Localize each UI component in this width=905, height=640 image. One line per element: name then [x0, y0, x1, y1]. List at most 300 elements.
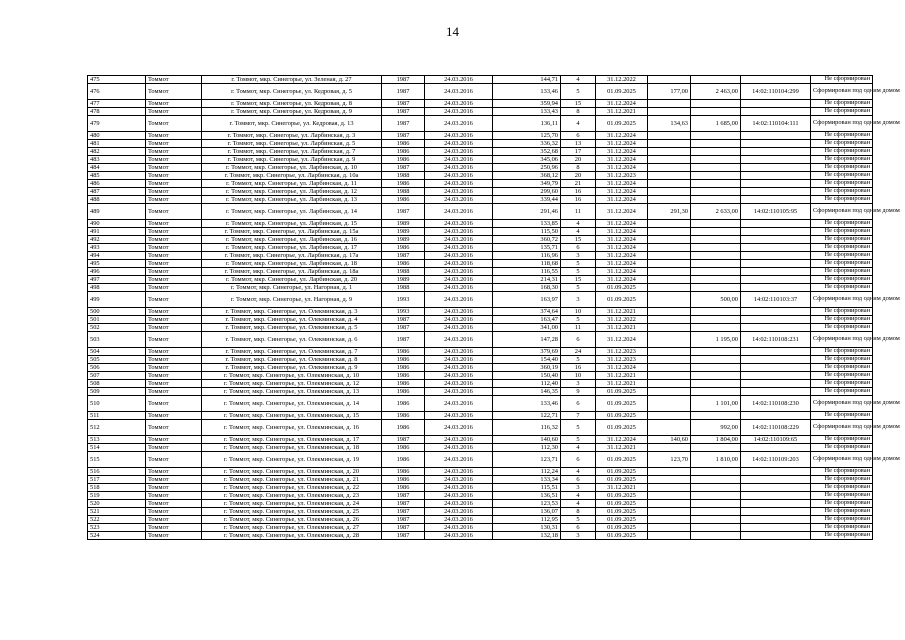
deadline-cell: 01.09.2025: [596, 412, 648, 420]
date-cell: 24.03.2016: [425, 452, 493, 468]
date-cell: 24.03.2016: [425, 188, 493, 196]
status-cell: Не сформирован: [811, 156, 873, 164]
area-cell: 336,32: [493, 140, 561, 148]
count-cell: 6: [561, 332, 596, 348]
date-cell: 24.03.2016: [425, 484, 493, 492]
date-cell: 24.03.2016: [425, 356, 493, 364]
date-cell: 24.03.2016: [425, 252, 493, 260]
year-cell: 1987: [382, 532, 425, 540]
city-cell: Томмот: [146, 148, 202, 156]
table-row: [88, 476, 873, 484]
land-area-cell: [691, 380, 741, 388]
status-cell: Не сформирован: [811, 356, 873, 364]
deadline-cell: 31.12.2021: [596, 444, 648, 452]
area2-cell: [648, 172, 691, 180]
table-row: [88, 220, 873, 228]
deadline-cell: 31.12.2024: [596, 244, 648, 252]
year-cell: 1987: [382, 100, 425, 108]
status-cell: Не сформирован: [811, 492, 873, 500]
row-number: 521: [88, 508, 146, 516]
status-cell: Не сформирован: [811, 220, 873, 228]
land-area-cell: [691, 268, 741, 276]
status-cell: Не сформирован: [811, 348, 873, 356]
land-area-cell: 1 685,00: [691, 116, 741, 132]
cadastral-number-cell: [741, 372, 811, 380]
address-cell: г. Томмот, мкр. Синегорье, ул. Олекминская, д. 15: [202, 412, 382, 420]
city-cell: Томмот: [146, 348, 202, 356]
address-cell: г. Томмот, мкр. Синегорье, ул. Кедровая, д. 8: [202, 100, 382, 108]
cadastral-number-cell: [741, 500, 811, 508]
land-area-cell: [691, 236, 741, 244]
count-cell: 10: [561, 308, 596, 316]
deadline-cell: 31.12.2022: [596, 316, 648, 324]
table-row: [88, 308, 873, 316]
land-area-cell: [691, 412, 741, 420]
deadline-cell: 01.09.2025: [596, 500, 648, 508]
status-cell: Не сформирован: [811, 372, 873, 380]
count-cell: 6: [561, 524, 596, 532]
date-cell: 24.03.2016: [425, 260, 493, 268]
cadastral-number-cell: [741, 380, 811, 388]
date-cell: 24.03.2016: [425, 108, 493, 116]
status-cell: Не сформирован: [811, 500, 873, 508]
address-cell: г. Томмот, мкр. Синегорье, ул. Олекминская, д. 6: [202, 332, 382, 348]
area2-cell: [648, 524, 691, 532]
area-cell: 118,68: [493, 260, 561, 268]
cadastral-number-cell: [741, 388, 811, 396]
row-number: 518: [88, 484, 146, 492]
land-area-cell: [691, 508, 741, 516]
status-cell: Не сформирован: [811, 308, 873, 316]
table-row: [88, 356, 873, 364]
address-cell: г. Томмот, мкр. Синегорье, ул. Ларбинская, д. 16: [202, 236, 382, 244]
area-cell: 140,60: [493, 436, 561, 444]
area-cell: 168,30: [493, 284, 561, 292]
count-cell: 13: [561, 140, 596, 148]
table-row: [88, 380, 873, 388]
table-row: [88, 108, 873, 116]
cadastral-number-cell: [741, 244, 811, 252]
row-number: 505: [88, 356, 146, 364]
land-area-cell: [691, 244, 741, 252]
date-cell: 24.03.2016: [425, 132, 493, 140]
city-cell: Томмот: [146, 164, 202, 172]
deadline-cell: 31.12.2024: [596, 140, 648, 148]
address-cell: г. Томмот, мкр. Синегорье, ул. Олекминская, д. 13: [202, 388, 382, 396]
area2-cell: [648, 252, 691, 260]
land-area-cell: 500,00: [691, 292, 741, 308]
row-number: 516: [88, 468, 146, 476]
row-number: 484: [88, 164, 146, 172]
cadastral-number-cell: [741, 308, 811, 316]
deadline-cell: 31.12.2024: [596, 100, 648, 108]
area2-cell: [648, 308, 691, 316]
table-row: [88, 244, 873, 252]
year-cell: 1986: [382, 468, 425, 476]
row-number: 511: [88, 412, 146, 420]
count-cell: 5: [561, 268, 596, 276]
land-area-cell: [691, 516, 741, 524]
deadline-cell: 31.12.2024: [596, 204, 648, 220]
area2-cell: [648, 140, 691, 148]
row-number: 488: [88, 196, 146, 204]
deadline-cell: 31.12.2024: [596, 196, 648, 204]
row-number: 498: [88, 284, 146, 292]
area2-cell: [648, 180, 691, 188]
row-number: 494: [88, 252, 146, 260]
status-cell: Сформирован под одним домом: [811, 204, 873, 220]
date-cell: 24.03.2016: [425, 492, 493, 500]
cadastral-number-cell: [741, 252, 811, 260]
land-area-cell: [691, 324, 741, 332]
land-area-cell: [691, 276, 741, 284]
status-cell: Не сформирован: [811, 108, 873, 116]
row-number: 495: [88, 260, 146, 268]
table-row: [88, 252, 873, 260]
city-cell: Томмот: [146, 356, 202, 364]
address-cell: г. Томмот, мкр. Синегорье, ул. Олекминская, д. 25: [202, 508, 382, 516]
count-cell: 24: [561, 348, 596, 356]
city-cell: Томмот: [146, 188, 202, 196]
page-number: 14: [446, 24, 459, 39]
address-cell: г. Томмот, мкр. Синегорье, ул. Олекминская, д. 12: [202, 380, 382, 388]
address-cell: г. Томмот, мкр. Синегорье, ул. Ларбинская, д. 5: [202, 140, 382, 148]
land-area-cell: 2 463,00: [691, 84, 741, 100]
count-cell: 7: [561, 412, 596, 420]
deadline-cell: 01.09.2025: [596, 84, 648, 100]
status-cell: Не сформирован: [811, 188, 873, 196]
area2-cell: [648, 356, 691, 364]
row-number: 514: [88, 444, 146, 452]
land-area-cell: [691, 180, 741, 188]
area2-cell: 177,00: [648, 84, 691, 100]
date-cell: 24.03.2016: [425, 308, 493, 316]
cadastral-number-cell: 14:02:110109:65: [741, 436, 811, 444]
address-cell: г. Томмот, мкр. Синегорье, ул. Олекминская, д. 28: [202, 532, 382, 540]
city-cell: Томмот: [146, 260, 202, 268]
table-row: [88, 420, 873, 436]
year-cell: 1987: [382, 500, 425, 508]
year-cell: 1987: [382, 332, 425, 348]
area-cell: 112,30: [493, 444, 561, 452]
address-cell: г. Томмот, мкр. Синегорье, ул. Ларбинская, д. 7: [202, 148, 382, 156]
area-cell: 146,35: [493, 388, 561, 396]
date-cell: 24.03.2016: [425, 396, 493, 412]
cadastral-number-cell: [741, 348, 811, 356]
status-cell: Не сформирован: [811, 164, 873, 172]
cadastral-number-cell: 14:02:110109:203: [741, 452, 811, 468]
table-row: [88, 516, 873, 524]
row-number: 478: [88, 108, 146, 116]
date-cell: 24.03.2016: [425, 236, 493, 244]
area-cell: 133,85: [493, 220, 561, 228]
table-row: [88, 132, 873, 140]
area2-cell: [648, 396, 691, 412]
area-cell: 136,07: [493, 508, 561, 516]
count-cell: 11: [561, 324, 596, 332]
table-row: [88, 532, 873, 540]
deadline-cell: 31.12.2021: [596, 108, 648, 116]
table-row: [88, 524, 873, 532]
row-number: 483: [88, 156, 146, 164]
area-cell: 133,46: [493, 84, 561, 100]
table-body: [88, 75, 900, 540]
city-cell: Томмот: [146, 324, 202, 332]
date-cell: 24.03.2016: [425, 284, 493, 292]
row-number: 475: [88, 76, 146, 84]
cadastral-number-cell: [741, 260, 811, 268]
land-area-cell: [691, 196, 741, 204]
area2-cell: [648, 148, 691, 156]
year-cell: 1987: [382, 492, 425, 500]
cadastral-number-cell: [741, 492, 811, 500]
date-cell: 24.03.2016: [425, 420, 493, 436]
land-area-cell: [691, 228, 741, 236]
city-cell: Томмот: [146, 156, 202, 164]
housing-register-table: [87, 75, 900, 540]
count-cell: 20: [561, 156, 596, 164]
area2-cell: 134,63: [648, 116, 691, 132]
area-cell: 122,71: [493, 412, 561, 420]
deadline-cell: 31.12.2021: [596, 484, 648, 492]
status-cell: Не сформирован: [811, 468, 873, 476]
count-cell: 4: [561, 220, 596, 228]
area2-cell: 291,30: [648, 204, 691, 220]
city-cell: Томмот: [146, 476, 202, 484]
year-cell: 1987: [382, 316, 425, 324]
date-cell: 24.03.2016: [425, 380, 493, 388]
cadastral-number-cell: [741, 508, 811, 516]
area2-cell: [648, 420, 691, 436]
address-cell: г. Томмот, мкр. Синегорье, ул. Кедровая, д. 9: [202, 108, 382, 116]
year-cell: 1987: [382, 508, 425, 516]
area2-cell: [648, 332, 691, 348]
status-cell: Не сформирован: [811, 276, 873, 284]
date-cell: 24.03.2016: [425, 516, 493, 524]
deadline-cell: 31.12.2024: [596, 332, 648, 348]
area-cell: 299,60: [493, 188, 561, 196]
year-cell: 1988: [382, 268, 425, 276]
area2-cell: [648, 284, 691, 292]
address-cell: г. Томмот, мкр. Синегорье, ул. Кедровая, д. 5: [202, 84, 382, 100]
land-area-cell: [691, 444, 741, 452]
area2-cell: [648, 348, 691, 356]
area-cell: 352,68: [493, 148, 561, 156]
row-number: 496: [88, 268, 146, 276]
year-cell: 1988: [382, 284, 425, 292]
area2-cell: [648, 380, 691, 388]
table-row: [88, 412, 873, 420]
status-cell: Не сформирован: [811, 508, 873, 516]
row-number: 519: [88, 492, 146, 500]
count-cell: 3: [561, 252, 596, 260]
cadastral-number-cell: [741, 180, 811, 188]
date-cell: 24.03.2016: [425, 372, 493, 380]
year-cell: 1993: [382, 308, 425, 316]
year-cell: 1986: [382, 156, 425, 164]
cadastral-number-cell: [741, 188, 811, 196]
table-row: [88, 84, 873, 100]
area-cell: 368,12: [493, 172, 561, 180]
address-cell: г. Томмот, мкр. Синегорье, ул. Ларбинская, д. 9: [202, 156, 382, 164]
year-cell: 1988: [382, 188, 425, 196]
table-row: [88, 484, 873, 492]
land-area-cell: [691, 468, 741, 476]
year-cell: 1986: [382, 420, 425, 436]
count-cell: 16: [561, 364, 596, 372]
address-cell: г. Томмот, мкр. Синегорье, ул. Олекминская, д. 22: [202, 484, 382, 492]
row-number: 512: [88, 420, 146, 436]
deadline-cell: 31.12.2023: [596, 348, 648, 356]
status-cell: Не сформирован: [811, 364, 873, 372]
address-cell: г. Томмот, мкр. Синегорье, ул. Ларбинская, д. 17: [202, 244, 382, 252]
land-area-cell: [691, 476, 741, 484]
date-cell: 24.03.2016: [425, 412, 493, 420]
deadline-cell: 31.12.2024: [596, 276, 648, 284]
row-number: 480: [88, 132, 146, 140]
area2-cell: [648, 444, 691, 452]
year-cell: 1986: [382, 380, 425, 388]
date-cell: 24.03.2016: [425, 500, 493, 508]
count-cell: 5: [561, 420, 596, 436]
table-row: [88, 276, 873, 284]
area2-cell: [648, 244, 691, 252]
land-area-cell: 1 810,00: [691, 452, 741, 468]
row-number: 502: [88, 324, 146, 332]
status-cell: Сформирован под одним домом: [811, 452, 873, 468]
cadastral-number-cell: [741, 516, 811, 524]
table-row: [88, 196, 873, 204]
deadline-cell: 01.09.2025: [596, 116, 648, 132]
date-cell: 24.03.2016: [425, 116, 493, 132]
city-cell: Томмот: [146, 524, 202, 532]
count-cell: 8: [561, 108, 596, 116]
date-cell: 24.03.2016: [425, 276, 493, 284]
area2-cell: [648, 372, 691, 380]
area-cell: 154,40: [493, 356, 561, 364]
count-cell: 5: [561, 316, 596, 324]
count-cell: 5: [561, 516, 596, 524]
deadline-cell: 01.09.2025: [596, 532, 648, 540]
status-cell: Не сформирован: [811, 236, 873, 244]
cadastral-number-cell: [741, 324, 811, 332]
count-cell: 5: [561, 356, 596, 364]
deadline-cell: 31.12.2023: [596, 172, 648, 180]
row-number: 523: [88, 524, 146, 532]
address-cell: г. Томмот, мкр. Синегорье, ул. Олекминская, д. 24: [202, 500, 382, 508]
cadastral-number-cell: [741, 532, 811, 540]
area-cell: 136,51: [493, 492, 561, 500]
status-cell: Не сформирован: [811, 316, 873, 324]
table-row: [88, 268, 873, 276]
row-number: 506: [88, 364, 146, 372]
cadastral-number-cell: [741, 220, 811, 228]
table-row: [88, 156, 873, 164]
date-cell: 24.03.2016: [425, 148, 493, 156]
area-cell: 112,40: [493, 380, 561, 388]
city-cell: Томмот: [146, 236, 202, 244]
deadline-cell: 01.09.2025: [596, 524, 648, 532]
area-cell: 123,53: [493, 500, 561, 508]
row-number: 481: [88, 140, 146, 148]
status-cell: Не сформирован: [811, 436, 873, 444]
table-row: [88, 508, 873, 516]
table-row: [88, 372, 873, 380]
date-cell: 24.03.2016: [425, 228, 493, 236]
table-row: [88, 180, 873, 188]
count-cell: 16: [561, 188, 596, 196]
address-cell: г. Томмот, мкр. Синегорье, ул. Ларбинская, д. 10: [202, 164, 382, 172]
status-cell: Не сформирован: [811, 132, 873, 140]
year-cell: 1989: [382, 276, 425, 284]
address-cell: г. Томмот, мкр. Синегорье, ул. Олекминская, д. 21: [202, 476, 382, 484]
row-number: 503: [88, 332, 146, 348]
cadastral-number-cell: [741, 484, 811, 492]
address-cell: г. Томмот, мкр. Синегорье, ул. Олекминская, д. 20: [202, 468, 382, 476]
land-area-cell: 1 195,00: [691, 332, 741, 348]
cadastral-number-cell: [741, 356, 811, 364]
status-cell: Не сформирован: [811, 148, 873, 156]
address-cell: г. Томмот, мкр. Синегорье, ул. Ларбинская, д. 20: [202, 276, 382, 284]
row-number: 515: [88, 452, 146, 468]
area2-cell: [648, 276, 691, 284]
address-cell: г. Томмот, мкр. Синегорье, ул. Олекминская, д. 17: [202, 436, 382, 444]
land-area-cell: [691, 356, 741, 364]
table-row: [88, 468, 873, 476]
status-cell: Не сформирован: [811, 524, 873, 532]
table-row: [88, 452, 873, 468]
address-cell: г. Томмот, мкр. Синегорье, ул. Олекминская, д. 18: [202, 444, 382, 452]
status-cell: Не сформирован: [811, 228, 873, 236]
city-cell: Томмот: [146, 332, 202, 348]
table-row: [88, 348, 873, 356]
city-cell: Томмот: [146, 396, 202, 412]
area-cell: 291,46: [493, 204, 561, 220]
city-cell: Томмот: [146, 196, 202, 204]
area-cell: 360,19: [493, 364, 561, 372]
land-area-cell: [691, 308, 741, 316]
address-cell: г. Томмот, мкр. Синегорье, ул. Ларбинская, д. 10а: [202, 172, 382, 180]
date-cell: 24.03.2016: [425, 388, 493, 396]
address-cell: г. Томмот, мкр. Синегорье, ул. Ларбинская, д. 13: [202, 196, 382, 204]
land-area-cell: [691, 188, 741, 196]
cadastral-number-cell: [741, 228, 811, 236]
row-number: 510: [88, 396, 146, 412]
year-cell: 1987: [382, 436, 425, 444]
row-number: 507: [88, 372, 146, 380]
row-number: 493: [88, 244, 146, 252]
date-cell: 24.03.2016: [425, 476, 493, 484]
year-cell: 1986: [382, 140, 425, 148]
status-cell: Сформирован под одним домом: [811, 332, 873, 348]
date-cell: 24.03.2016: [425, 468, 493, 476]
deadline-cell: 01.09.2025: [596, 396, 648, 412]
address-cell: г. Томмот, мкр. Синегорье, ул. Олекминская, д. 5: [202, 324, 382, 332]
table-row: [88, 236, 873, 244]
area2-cell: [648, 492, 691, 500]
cadastral-number-cell: [741, 100, 811, 108]
status-cell: Не сформирован: [811, 76, 873, 84]
status-cell: Не сформирован: [811, 180, 873, 188]
table-row: [88, 204, 873, 220]
deadline-cell: 31.12.2021: [596, 372, 648, 380]
area-cell: 116,55: [493, 268, 561, 276]
address-cell: г. Томмот, мкр. Синегорье, ул. Олекминская, д. 3: [202, 308, 382, 316]
deadline-cell: 31.12.2024: [596, 436, 648, 444]
table-row: [88, 364, 873, 372]
area-cell: 359,94: [493, 100, 561, 108]
year-cell: 1987: [382, 84, 425, 100]
